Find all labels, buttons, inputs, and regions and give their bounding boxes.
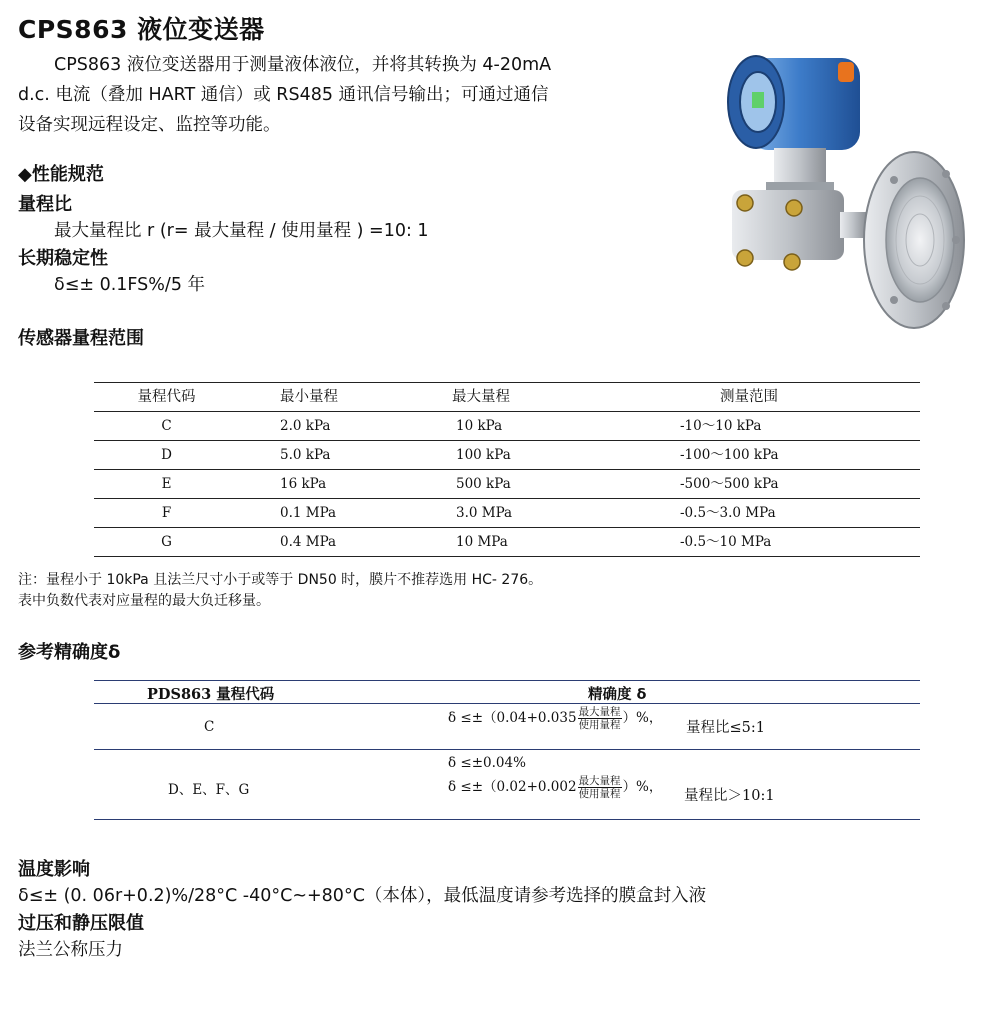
intro-line-3: 设备实现远程设定、监控等功能。 [18, 115, 281, 135]
cell-min: 5.0 kPa [280, 447, 331, 463]
formula-prefix: δ ≤±（0.04+0.035 [448, 710, 577, 726]
cell-range: -10～10 kPa [680, 418, 762, 434]
range-ratio-value: 最大量程比 r (r= 最大量程 / 使用量程 ) =10: 1 [54, 221, 429, 241]
intro-line-1: CPS863 液位变送器用于测量液体液位，并将其转换为 4-20mA [54, 55, 552, 75]
acc-col-header-code: PDS863 量程代码 [147, 686, 275, 703]
cell-min: 0.4 MPa [280, 534, 337, 550]
range-table [94, 382, 920, 557]
cell-range: -100～100 kPa [680, 447, 779, 463]
col-header-min: 最小量程 [280, 389, 338, 405]
accuracy-bottom-rule [94, 819, 920, 820]
bolt-icon [737, 195, 753, 211]
fraction-denominator: 使用量程 [578, 719, 621, 731]
cell-range: -0.5～10 MPa [680, 534, 772, 550]
acc-row-formula-simple: δ ≤±0.04% [448, 755, 526, 771]
acc-row-ratio: 量程比≤5:1 [686, 720, 765, 736]
orange-cap [838, 62, 854, 82]
accuracy-row-rule [94, 749, 920, 750]
formula-suffix: ）%， [622, 710, 663, 726]
intro-line-2: d.c. 电流（叠加 HART 通信）或 RS485 通讯信号输出；可通过通信 [18, 85, 549, 105]
cell-code: E [161, 476, 172, 492]
transmitter-product-image [710, 40, 980, 340]
table-row [94, 441, 920, 470]
accuracy-top-rule [94, 680, 920, 681]
stability-label: 长期稳定性 [18, 248, 108, 269]
ratio-fraction [578, 775, 622, 800]
accuracy-heading: 参考精确度δ [18, 642, 121, 663]
formula-suffix: ）%， [622, 779, 663, 795]
accuracy-header-rule [94, 703, 920, 704]
cell-max: 100 kPa [456, 447, 511, 463]
ratio-fraction [578, 706, 622, 731]
acc-col-header-accuracy: 精确度 δ [588, 687, 647, 703]
table-row [94, 470, 920, 499]
range-heading: 传感器量程范围 [18, 328, 144, 349]
acc-row-ratio: 量程比＞10:1 [684, 788, 775, 804]
cell-range: -500～500 kPa [680, 476, 779, 492]
intro-paragraph [18, 50, 608, 140]
display-screen [752, 92, 764, 108]
specs-heading: ◆性能规范 [18, 164, 104, 185]
cell-code: C [161, 418, 172, 434]
acc-row-code: D、E、F、G [168, 782, 250, 798]
temperature-heading: 温度影响 [18, 859, 90, 880]
temperature-value: δ≤± (0. 06r+0.2)%/28°C -40°C~+80°C（本体），最低温度请参考选择的膜盒封入液 [18, 886, 707, 906]
cell-max: 10 kPa [456, 418, 503, 434]
fraction-numerator: 最大量程 [578, 775, 621, 787]
fraction-numerator: 最大量程 [578, 706, 621, 718]
cell-range: -0.5～3.0 MPa [680, 505, 776, 521]
page-title: CPS863 液位变送器 [18, 15, 265, 44]
cell-max: 500 kPa [456, 476, 511, 492]
cell-max: 3.0 MPa [456, 505, 513, 521]
table-row [94, 412, 920, 441]
acc-row-formula [448, 706, 662, 731]
table-row [94, 499, 920, 528]
cell-min: 0.1 MPa [280, 505, 337, 521]
cell-min: 2.0 kPa [280, 418, 331, 434]
cell-max: 10 MPa [456, 534, 508, 550]
col-header-range: 测量范围 [720, 389, 778, 405]
cell-code: F [161, 505, 172, 521]
table-row [94, 528, 920, 557]
range-note [18, 570, 542, 612]
cell-min: 16 kPa [280, 476, 327, 492]
acc-row-formula [448, 775, 662, 800]
stability-value: δ≤± 0.1FS%/5 年 [54, 275, 206, 295]
overload-value: 法兰公称压力 [18, 940, 123, 960]
range-table-header [94, 383, 920, 412]
fraction-denominator: 使用量程 [578, 788, 621, 800]
col-header-code: 量程代码 [137, 389, 196, 405]
acc-row-code: C [204, 719, 215, 735]
bolt-icon [737, 250, 753, 266]
range-ratio-label: 量程比 [18, 194, 72, 215]
cell-code: G [161, 534, 172, 550]
overload-heading: 过压和静压限值 [18, 913, 144, 934]
note-line-1: 注：量程小于 10kPa 且法兰尺寸小于或等于 DN50 时，膜片不推荐选用 HC- 276。 [18, 572, 543, 588]
col-header-max: 最大量程 [452, 389, 510, 405]
bolt-icon [784, 254, 800, 270]
formula-prefix: δ ≤±（0.02+0.002 [448, 779, 577, 795]
note-line-2: 表中负数代表对应量程的最大负迁移量。 [18, 593, 270, 609]
cell-code: D [161, 447, 172, 463]
bolt-icon [786, 200, 802, 216]
